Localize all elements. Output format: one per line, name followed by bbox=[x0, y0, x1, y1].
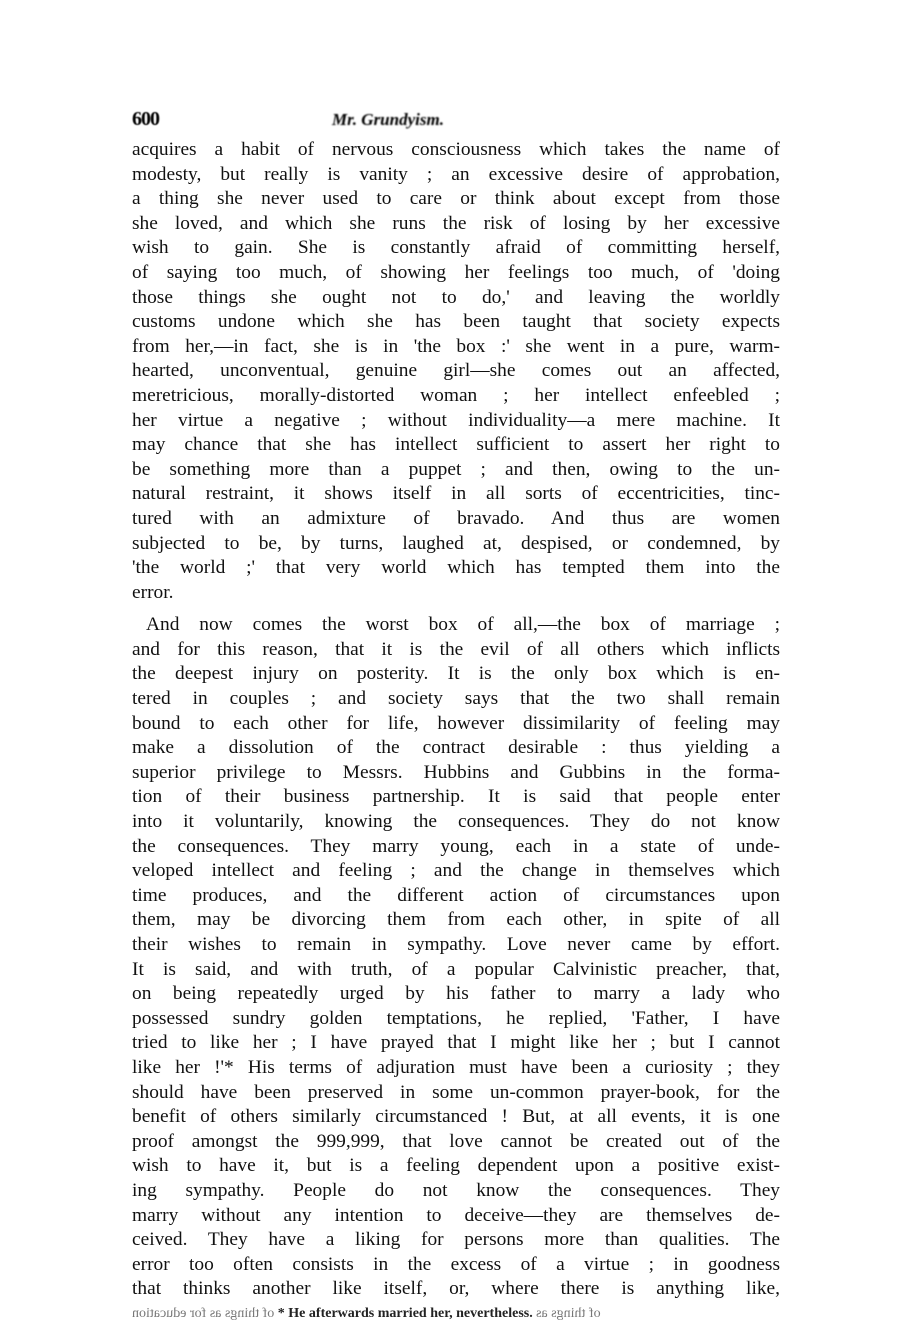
text-line: customs undone which she has been taught that society expects bbox=[132, 311, 780, 333]
text-line: veloped intellect and feeling ; and the change in themselves which bbox=[132, 860, 780, 882]
paragraph-1 bbox=[132, 138, 780, 605]
text-line: wish to have it, but is a feeling dependent upon a positive exist- bbox=[132, 1155, 780, 1177]
book-page bbox=[132, 108, 780, 1324]
text-line: It is said, and with truth, of a popular Calvinistic preacher, that, bbox=[132, 958, 780, 980]
text-line: tried to like her ; I have prayed that I might like her ; but I cannot bbox=[132, 1032, 780, 1054]
text-line: her virtue a negative ; without individuality—a mere machine. It bbox=[132, 409, 780, 431]
text-line: into it voluntarily, knowing the consequences. They do not know bbox=[132, 811, 780, 833]
text-line: the deepest injury on posterity. It is the only box which is en- bbox=[132, 663, 780, 685]
text-line: tion of their business partnership. It is said that people enter bbox=[132, 786, 780, 808]
text-line: modesty, but really is vanity ; an excessive desire of approbation, bbox=[132, 163, 780, 185]
text-line: proof amongst the 999,999, that love cannot be created out of the bbox=[132, 1130, 780, 1152]
page-number: 600 bbox=[132, 108, 159, 130]
text-line: error. bbox=[132, 581, 174, 603]
text-line: hearted, unconventual, genuine girl—she comes out an affected, bbox=[132, 360, 780, 382]
text-line: should have been preserved in some un-common prayer-book, for the bbox=[132, 1081, 780, 1103]
text-line: wish to gain. She is constantly afraid of committing herself, bbox=[132, 237, 780, 259]
text-line: time produces, and the different action of circumstances upon bbox=[132, 884, 780, 906]
text-line: superior privilege to Messrs. Hubbins and Gubbins in the forma- bbox=[132, 761, 780, 783]
text-line: ceived. They have a liking for persons more than qualities. The bbox=[132, 1229, 780, 1251]
text-line: the consequences. They marry young, each in a state of unde- bbox=[132, 835, 780, 857]
paragraph-2 bbox=[132, 613, 780, 1302]
text-line: bound to each other for life, however dissimilarity of feeling may bbox=[132, 712, 780, 734]
running-head: Mr. Grundyism. bbox=[332, 110, 444, 129]
text-line: and for this reason, that it is the evil of all others which inflicts bbox=[132, 638, 780, 660]
text-line: them, may be divorcing them from each other, in spite of all bbox=[132, 909, 780, 931]
text-line: their wishes to remain in sympathy. Love never came by effort. bbox=[132, 934, 780, 955]
footnote-text: * He afterwards married her, nevertheless. bbox=[277, 1305, 533, 1321]
text-line: from her,—in fact, she is in 'the box :' she went in a pure, warm- bbox=[132, 335, 780, 357]
page-header bbox=[132, 108, 780, 138]
text-line: may chance that she has intellect sufficient to assert her right to bbox=[132, 434, 780, 456]
text-line: 'the world ;' that very world which has tempted them into the bbox=[132, 557, 780, 579]
text-line: subjected to be, by turns, laughed at, despised, or condemned, by bbox=[132, 532, 780, 554]
text-line: like her !'* His terms of adjuration must have been a curiosity ; they bbox=[132, 1056, 780, 1078]
text-line: that thinks another like itself, or, where there is anything like, bbox=[132, 1278, 780, 1300]
text-line: a thing she never used to care or think about except from those bbox=[132, 188, 780, 210]
text-line: natural restraint, it shows itself in all sorts of eccentricities, tinc- bbox=[132, 483, 780, 505]
text-line: meretricious, morally-distorted woman ; her intellect enfeebled ; bbox=[132, 384, 780, 406]
text-line: possessed sundry golden temptations, he replied, 'Father, I have bbox=[132, 1007, 780, 1029]
text-line: marry without any intention to deceive—they are themselves de- bbox=[132, 1204, 780, 1226]
text-line: error too often consists in the excess of a virtue ; in goodness bbox=[132, 1253, 780, 1275]
footnote bbox=[132, 1304, 780, 1324]
text-line: tered in couples ; and society says that the two shall remain bbox=[132, 688, 780, 710]
text-line: those things she ought not to do,' and leaving the worldly bbox=[132, 286, 780, 308]
text-line: of saying too much, of showing her feelings too much, of 'doing bbox=[132, 261, 780, 283]
text-line: And now comes the worst box of all,—the box of marriage ; bbox=[146, 614, 780, 636]
text-line: ing sympathy. People do not know the consequences. They bbox=[132, 1179, 780, 1201]
text-line: tured with an admixture of bravado. And thus are women bbox=[132, 507, 780, 529]
text-line: acquires a habit of nervous consciousness which takes the name of bbox=[132, 139, 780, 160]
text-line: make a dissolution of the contract desirable : thus yielding a bbox=[132, 737, 780, 759]
text-line: on being repeatedly urged by his father to marry a lady who bbox=[132, 983, 780, 1005]
text-line: benefit of others similarly circumstanced ! But, at all events, it is one bbox=[132, 1106, 780, 1128]
text-line: she loved, and which she runs the risk of losing by her excessive bbox=[132, 212, 780, 234]
bleed-through-text: of things as for education bbox=[132, 1305, 275, 1321]
bleed-through-text: of things as bbox=[536, 1305, 601, 1321]
text-line: be something more than a puppet ; and then, owing to the un- bbox=[132, 458, 780, 480]
